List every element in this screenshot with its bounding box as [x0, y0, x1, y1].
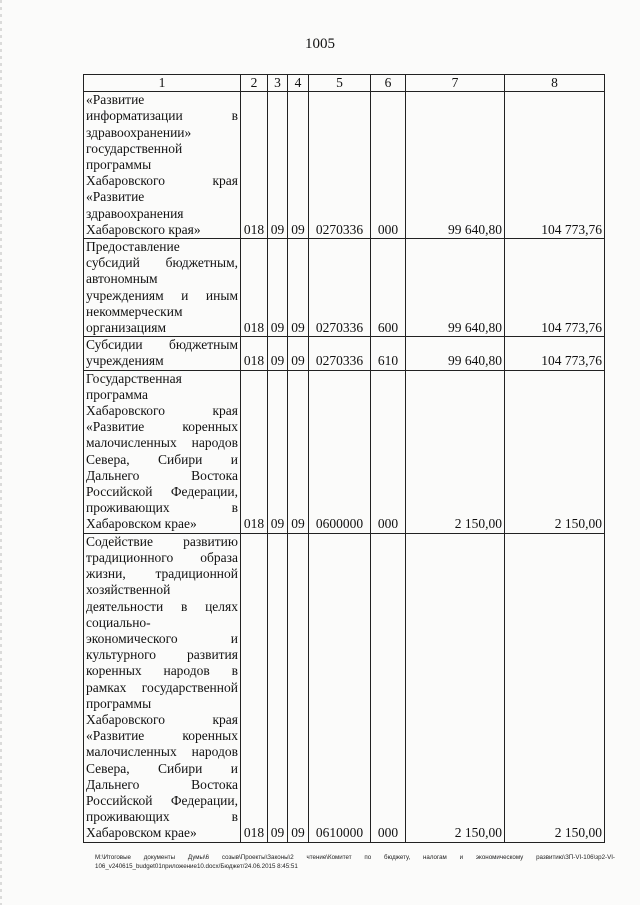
description-line: организациям: [86, 320, 167, 336]
subsection-code: 09: [288, 239, 309, 337]
description-line: Субсидии бюджетным: [86, 337, 238, 353]
description-line: государственной: [86, 140, 183, 156]
description-line: программы: [86, 157, 152, 173]
description-line: «Развитие: [86, 92, 145, 108]
description-line: жизни, традиционной: [86, 566, 238, 582]
table-body: [84, 92, 605, 842]
description-line: традиционного образа: [86, 549, 238, 565]
description-line: Севера, Сибири и: [86, 760, 238, 776]
footer-file-path: M:\Итоговые документы Думы\6 созыв\Проекты\Законы\2 чтение\Комитет по бюджету, налогам и экономическому развитию\ЗП-VI-106\зр2-VI-106_v240615_budget01приложение10.docx/Бюджет/24.06.2015 8:45:51: [95, 854, 615, 870]
description-line: экономического и: [86, 630, 238, 646]
target-article-code: 0270336: [309, 337, 371, 370]
expense-type-code: 600: [371, 239, 406, 337]
amount-year-2: 104 773,76: [505, 239, 605, 337]
table-row: [84, 92, 605, 239]
target-article-code: 0610000: [309, 533, 371, 842]
row-description: [84, 92, 241, 239]
description-line: проживающих в: [86, 500, 238, 516]
expense-type-code: 000: [371, 370, 406, 533]
scan-margin-artifact: [0, 0, 2, 905]
section-code: 09: [268, 370, 288, 533]
description-line: учреждениям: [86, 353, 164, 369]
description-line: Российской Федерации,: [86, 792, 238, 808]
description-line: рамках государственной: [86, 679, 238, 695]
expense-type-code: 000: [371, 92, 406, 239]
target-article-code: 0270336: [309, 92, 371, 239]
section-code: 09: [268, 533, 288, 842]
description-line: Содействие развитию: [86, 533, 238, 549]
row-description: [84, 239, 241, 337]
description-line: Предоставление: [86, 239, 180, 255]
description-line: проживающих в: [86, 809, 238, 825]
column-header: 5: [309, 75, 371, 92]
table-header-row: [84, 75, 605, 92]
target-article-code: 0600000: [309, 370, 371, 533]
section-code: 09: [268, 337, 288, 370]
budget-table: [83, 74, 605, 843]
row-description: [84, 370, 241, 533]
amount-year-1: 2 150,00: [406, 370, 505, 533]
description-line: Севера, Сибири и: [86, 451, 238, 467]
expense-type-code: 610: [371, 337, 406, 370]
column-header: 6: [371, 75, 406, 92]
table-row: [84, 239, 605, 337]
description-line: Хабаровского края: [86, 403, 238, 419]
column-header: 8: [505, 75, 605, 92]
table-row: [84, 533, 605, 842]
subsection-code: 09: [288, 92, 309, 239]
amount-year-2: 104 773,76: [505, 337, 605, 370]
ministry-code: 018: [241, 92, 268, 239]
description-line: социально-: [86, 614, 151, 630]
ministry-code: 018: [241, 239, 268, 337]
row-description: [84, 337, 241, 370]
description-line: «Развитие коренных: [86, 419, 238, 435]
ministry-code: 018: [241, 533, 268, 842]
amount-year-1: 2 150,00: [406, 533, 505, 842]
ministry-code: 018: [241, 370, 268, 533]
description-line: хозяйственной: [86, 582, 171, 598]
row-description: [84, 533, 241, 842]
description-line: «Развитие коренных: [86, 728, 238, 744]
description-line: культурного развития: [86, 647, 238, 663]
ministry-code: 018: [241, 337, 268, 370]
column-header: 7: [406, 75, 505, 92]
amount-year-1: 99 640,80: [406, 92, 505, 239]
description-line: Хабаровского края: [86, 711, 238, 727]
section-code: 09: [268, 92, 288, 239]
description-line: информатизации в: [86, 108, 238, 124]
table-row: [84, 337, 605, 370]
description-line: здравоохранения: [86, 205, 184, 221]
column-header: 3: [268, 75, 288, 92]
description-line: учреждениям и иным: [86, 287, 238, 303]
description-line: Дальнего Востока: [86, 467, 238, 483]
description-line: здравоохранении»: [86, 124, 192, 140]
column-header: 4: [288, 75, 309, 92]
description-line: Хабаровского края»: [86, 221, 201, 237]
description-line: Дальнего Востока: [86, 776, 238, 792]
target-article-code: 0270336: [309, 239, 371, 337]
description-line: программа: [86, 386, 148, 402]
column-header: 1: [84, 75, 241, 92]
column-header: 2: [241, 75, 268, 92]
description-line: малочисленных народов: [86, 435, 238, 451]
expense-type-code: 000: [371, 533, 406, 842]
subsection-code: 09: [288, 533, 309, 842]
amount-year-2: 104 773,76: [505, 92, 605, 239]
description-line: коренных народов в: [86, 663, 238, 679]
description-line: Российской Федерации,: [86, 484, 238, 500]
description-line: Хабаровском крае»: [86, 825, 197, 841]
description-line: Хабаровского края: [86, 173, 238, 189]
description-line: Государственная: [86, 370, 182, 386]
description-line: деятельности в целях: [86, 598, 238, 614]
amount-year-1: 99 640,80: [406, 239, 505, 337]
description-line: «Развитие: [86, 189, 145, 205]
page-number: 1005: [305, 36, 335, 52]
description-line: Хабаровском крае»: [86, 516, 197, 532]
subsection-code: 09: [288, 370, 309, 533]
section-code: 09: [268, 239, 288, 337]
description-line: автономным: [86, 271, 158, 287]
description-line: субсидий бюджетным,: [86, 255, 238, 271]
amount-year-2: 2 150,00: [505, 533, 605, 842]
amount-year-2: 2 150,00: [505, 370, 605, 533]
table-row: [84, 370, 605, 533]
description-line: программы: [86, 695, 152, 711]
subsection-code: 09: [288, 337, 309, 370]
amount-year-1: 99 640,80: [406, 337, 505, 370]
description-line: некоммерческим: [86, 303, 183, 319]
description-line: малочисленных народов: [86, 744, 238, 760]
